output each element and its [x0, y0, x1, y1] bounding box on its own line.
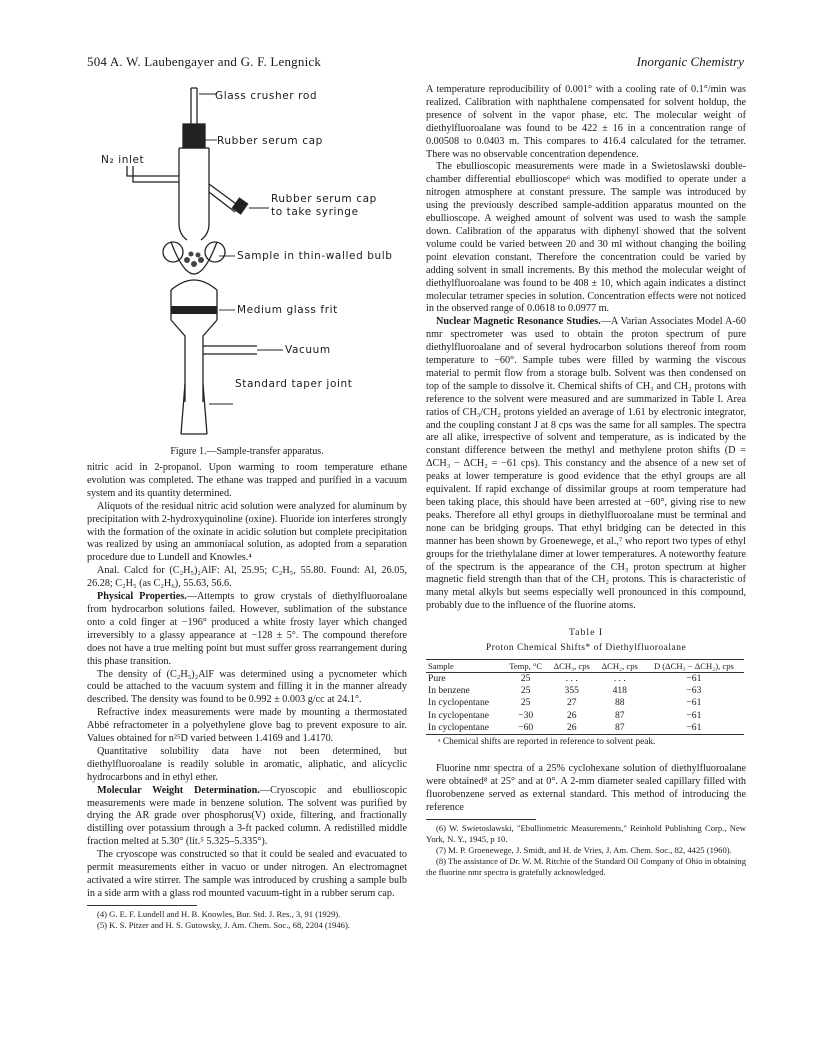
table-cell: −63 — [686, 685, 702, 697]
table-cell: In cyclopentane — [428, 697, 489, 709]
footnotes-right — [426, 823, 746, 878]
table-cell: 418 — [612, 685, 627, 697]
paragraph: nitric acid in 2-propanol. Upon warming to room temperature ethane evolution was completed. The ethane was trapped and purified in a vacuum system and its quantity determined. — [87, 462, 407, 499]
footnote: (5) K. S. Pitzer and H. S. Gutowsky, J. Am. Chem. Soc., 68, 2204 (1946). — [97, 919, 350, 930]
table-title: Table I — [568, 627, 604, 639]
table-cell: 27 — [566, 697, 577, 709]
paragraph-text: —Attempts to grow crystals of diethylfluoroalane from hydrocarbon solutions failed. However, sublimation of the substance onto a cold finger at −196° produced a white frosty layer which changed irreversibly to a glassy appearance at −128 ± 5°. The compound therefore does not have a true melting point but must suffer gross rearrangement during this phase transition. — [87, 591, 408, 667]
table-1 — [426, 627, 746, 749]
column-header: ΔCH₃, cps — [548, 659, 596, 672]
label-crusher-rod: Glass crusher rod — [215, 90, 318, 102]
table-cell: −30 — [518, 709, 534, 721]
table-row — [426, 672, 744, 685]
footnote: (4) G. E. F. Lundell and H. B. Knowles, Bur. Std. J. Res., 3, 91 (1929). — [97, 908, 341, 919]
right-column — [426, 84, 746, 878]
table-cell: In benzene — [428, 685, 470, 697]
column-header: Sample — [426, 659, 504, 672]
table-cell: 87 — [596, 722, 644, 735]
table-cell: 25 — [520, 685, 531, 697]
label-glass-frit: Medium glass frit — [237, 304, 338, 316]
table-row — [426, 697, 744, 709]
column-header: Temp, °C — [504, 659, 548, 672]
label-serum-cap-2: Rubber serum cap — [271, 193, 377, 205]
footnote-rule — [87, 905, 197, 906]
table-cell: 25 — [520, 697, 531, 709]
table-cell: 26 — [566, 709, 577, 721]
footnotes-left — [87, 909, 407, 931]
table-cell: −60 — [504, 722, 548, 735]
table-cell: 88 — [614, 697, 625, 709]
column-header: D (ΔCH₃ − ΔCH₂), cps — [644, 659, 744, 672]
table-cell: Pure — [428, 672, 446, 684]
label-taper-joint: Standard taper joint — [235, 378, 353, 390]
paragraph-text: —Cryoscopic and ebullioscopic measurements were made in benzene solution. The solvent was purified by drying the AR grade over phosphorus(V) oxide, filtering, and fractionally distilling over potassium through a 3-ft packed column. A redistilled middle fraction melted at 5.30° (lit.⁵ 5.325–5.335°). — [87, 784, 407, 848]
label-sample-bulb: Sample in thin-walled bulb — [237, 250, 393, 262]
paragraph: Quantitative solubility data have not been determined, but diethylfluoroalane is readily soluble in aromatic, aliphatic, and alicyclic hydrocarbons and in ethyl ether. — [87, 745, 407, 783]
table-subtitle: Proton Chemical Shifts* of Diethylfluoroalane — [485, 643, 687, 654]
paragraph: Fluorine nmr spectra of a 25% cyclohexane solution of diethylfluoroalane were obtained⁸ at 25° and at 0°. A 2-mm diameter sealed capillary filled with fluorobenzene served as external standard. This method of introducing the reference — [426, 762, 746, 813]
footnote: (6) W. Swietoslawski, "Ebulliometric Measurements," Reinhold Publishing Corp., New York, N. Y., 1945, p 10. — [426, 822, 746, 844]
paragraph-mw — [87, 785, 407, 850]
table-cell: −61 — [686, 697, 702, 709]
paragraph: The ebullioscopic measurements were made in a Swietoslawski double-chamber differential ebullioscope⁶ which was modified to operate under a nitrogen atmosphere at constant pressure. The sample was introduced by using the previously described sample-addition apparatus mounted on the ebullioscope. A weighed amount of solvent was used to wash the sample down. Calibration of the apparatus with diphenyl showed that the solvent volume could be varied between 20 and 30 ml without changing the boiling point elevation constant. Therefore the concentration could be varied by adding solvent in small increments. By this method the molecular weight of diethylfluoroalane was found to be 408 ± 10, which again indicates a distinct molecular tetramer species in solution. Concentration effects were not noticed in the observed range of 0.0618 to 0.0977 m. — [426, 161, 746, 315]
paragraph-text: —A Varian Associates Model A-60 nmr spectrometer was used to obtain the proton spectrum of pure diethylfluoroalane and of several hydrocarbon solutions thereof from room temperature to −60°. Sample tubes were filled by warming the viscous material to permit flow from a storage bulb. Solvent was then condensed on top of the sample to dissolve it. Chemical shifts of CH₃ and CH₂ protons with reference to the solvent were measured and are summarized in Table I. Area ratios of CH₃/CH₂ protons yielded an average of 1.61 by electronic integrator, and the coupling constant J at 8 cps was the same for all samples. The spectra are all alike, irrespective of solvent and temperature, as is indicated by the constant difference between the methyl and methylene proton shifts (D = ΔCH₃ − ΔCH₂ = −61 cps). This constancy and the absence of a new set of peaks at lower temperature is good evidence that the ethyl groups are all equivalent. If rapid exchange of dissimilar groups at room temperature had been taking place, this should have been arrested at −60°, giving rise to new peaks. Therefore all ethyl groups in diethylfluoroalane must be terminal and none can be bridging groups. That ethyl bridging can be detected in this manner has been shown by Groenewege, et al.,⁷ who report two types of ethyl groups for the triethylalane dimer at lower temperatures. A noteworthy feature of the spectrum is the appearance of the CH₃ proton spectrum at higher magnetic field strength than that of the CH₂ protons. This is characteristic of many metal alkyls but seems especially well pronounced in this compound, probably due to the influence of the fluorine atoms. — [426, 316, 746, 612]
paragraph: The cryoscope was constructed so that it could be sealed and evacuated to permit measurements either in vacuo or under nitrogen. An electromagnet activated a wire stirrer. The sample was introduced by crushing a sample bulb in a side arm with a glass rod mounted vacuum-tight in a rubber serum cap. — [87, 849, 407, 899]
footnote: (7) M. P. Groenewege, J. Smidt, and H. de Vries, J. Am. Chem. Soc., 82, 4425 (1960). — [436, 844, 732, 855]
paragraph: A temperature reproducibility of 0.001° with a cooling rate of 0.1°/min was realized. Calibration with naphthalene compensated for solvent holdup, the presence of solvent in the vapor phase, etc. The molecular weight of diethylfluoroalane was found to be 422 ± 16 in a concentration range of 0.00508 to 0.0403 m. This compares to 416.4 calculated for the tetramer. There was no observable concentration dependence. — [426, 84, 746, 160]
label-serum-cap: Rubber serum cap — [217, 135, 323, 147]
paragraph: The density of (C₂H₅)₂AlF was determined using a pycnometer which could be attached to the vacuum system and filling it in the manner already described. The density was found to be 0.992 ± 0.003 g/cc at 24.1°. — [87, 668, 407, 706]
label-syringe: to take syringe — [271, 206, 359, 218]
paragraph: Anal. Calcd for (C₂H₅)₂AlF: Al, 25.95; C₂H₅, 55.80. Found: Al, 26.05, 26.28; C₂H₅ (as C₂H₆), 55.63, 56.6. — [87, 565, 407, 590]
figure-1 — [87, 84, 407, 462]
running-header — [87, 54, 744, 72]
table-cell: 25 — [520, 672, 531, 684]
section-heading: Physical Properties. — [97, 591, 187, 603]
footnote: (8) The assistance of Dr. W. M. Ritchie of the Standard Oil Company of Ohio in obtaining the fluorine nmr spectra is gratefully acknowledged. — [426, 855, 746, 877]
label-vacuum: Vacuum — [285, 344, 331, 356]
table-row — [426, 722, 744, 735]
footnote-rule — [426, 819, 536, 820]
paragraph: Aliquots of the residual nitric acid solution were analyzed for aluminum by precipitation with 2-hydroxyquinoline (oxine). Fluoride ion interferes strongly with the formation of the oxinate in acidic solution but complete precipitation was realized by using an ammoniacal solution, as adopted from a separation procedure due to Lundell and Knowles.⁴ — [87, 500, 407, 564]
table-cell: In cyclopentane — [428, 709, 489, 721]
header-journal: Inorganic Chemistry — [636, 54, 744, 69]
section-heading: Molecular Weight Determination. — [97, 784, 260, 796]
table-cell: −61 — [644, 722, 744, 735]
paragraph: Refractive index measurements were made by mounting a thermostated Abbé refractometer in a polyethylene glove bag to prevent exposure to air. Values obtained for n²⁵D varied between 1.4169 and 1.4170. — [87, 707, 407, 745]
table-cell: −61 — [686, 672, 702, 684]
table-row — [426, 710, 744, 722]
left-column — [87, 84, 407, 931]
header-authors: 504 A. W. Laubengayer and G. F. Lengnick — [87, 54, 322, 69]
label-n2-inlet: N₂ inlet — [101, 154, 145, 166]
table-cell: 87 — [614, 709, 625, 721]
table-cell: 26 — [548, 722, 596, 735]
paragraph-nmr — [426, 316, 746, 613]
table-cell: −61 — [686, 709, 702, 721]
table-cell: . . . — [613, 672, 626, 684]
table-row — [426, 685, 744, 697]
table-header-row — [426, 659, 744, 672]
table-cell: . . . — [565, 672, 578, 684]
data-table — [426, 659, 744, 735]
table-cell: 355 — [564, 685, 579, 697]
table-footnote: ᵃ Chemical shifts are reported in reference to solvent peak. — [438, 736, 656, 747]
section-heading: Nuclear Magnetic Resonance Studies. — [436, 316, 601, 328]
figure-caption: Figure 1.—Sample-transfer apparatus. — [170, 446, 324, 457]
table-cell: In cyclopentane — [426, 722, 504, 735]
paragraph-physical — [87, 591, 407, 668]
column-header: ΔCH₂, cps — [596, 659, 644, 672]
